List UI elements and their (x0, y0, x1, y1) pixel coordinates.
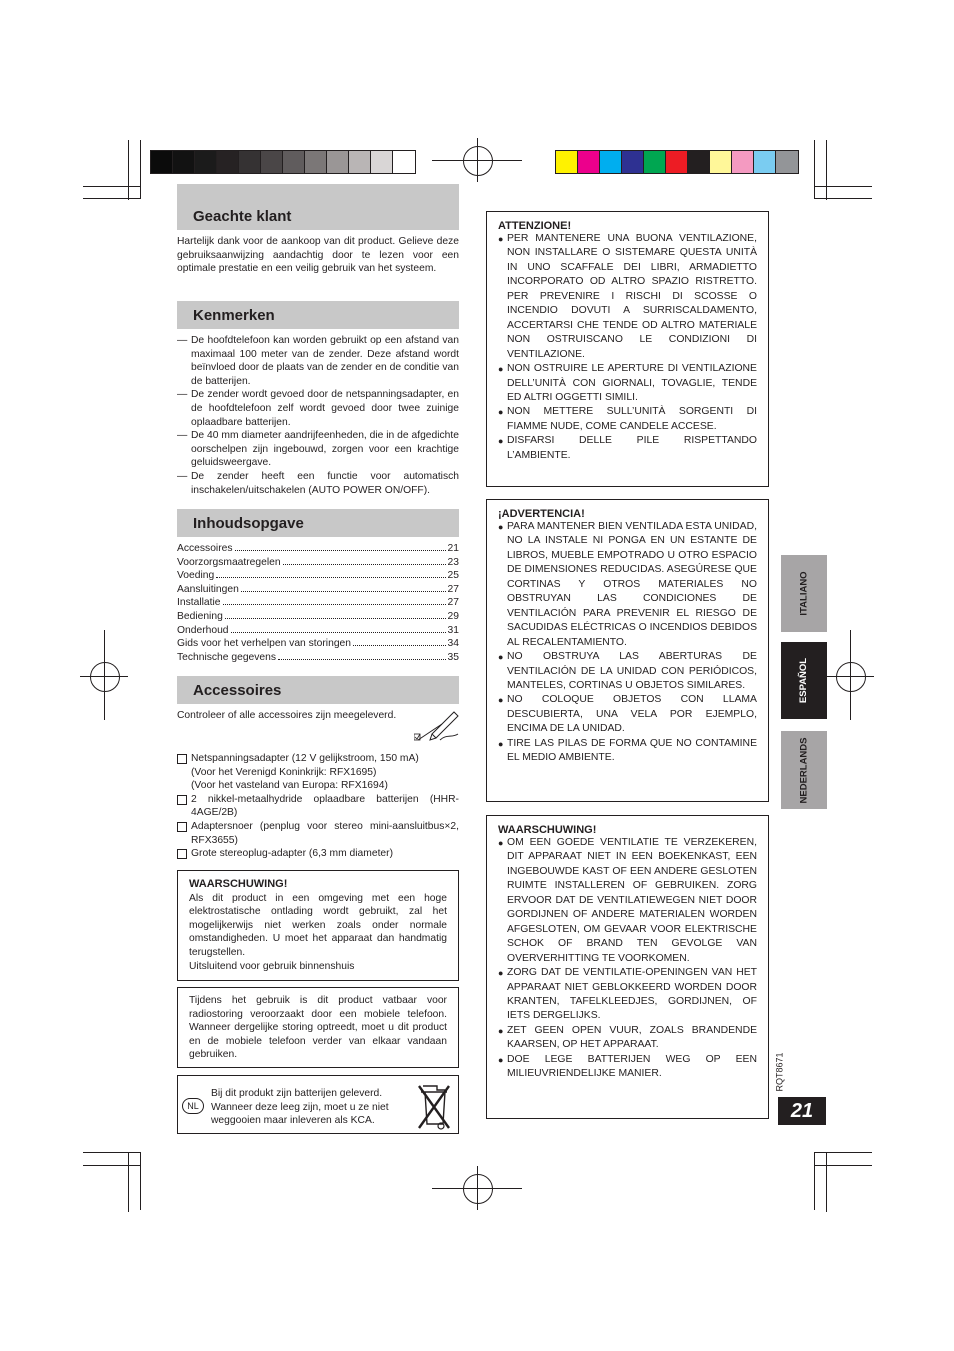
gray-swatch (327, 151, 349, 173)
toc-page: 27 (447, 583, 459, 595)
bullet-icon: ● (498, 695, 504, 706)
bullet-icon: ● (498, 1025, 504, 1036)
accessory-text: Adaptersnoer (penplug voor stereo mini-aansluitbus×2, RFX3655) (191, 820, 459, 846)
color-swatch (644, 151, 666, 173)
gray-swatch (173, 151, 195, 173)
gray-swatch (217, 151, 239, 173)
accessory-item (177, 847, 459, 861)
language-tab-label: ITALIANO (798, 571, 810, 616)
gray-swatch (305, 151, 327, 173)
warning-item: ● NO COLOQUE OBJETOS CON LLAMA DESCUBIERTA, UNA VELA POR EJEMPLO, ENCIMA DE LA UNIDAD. (498, 694, 757, 735)
gray-swatch (371, 151, 393, 173)
warning-title-dutch: WAARSCHUWING! (498, 824, 597, 836)
warning-item: ● OM EEN GOEDE VENTILATIE TE VERZEKEREN, DIT APPARAAT NIET IN EEN BOEKENKAST, EEN INGEBOUWDE KAST OF EEN ANDERE GESLOTEN RUIMTE INSTALLEREN OF GEBRUIKEN. ZORG ERVOOR DAT DE VENTILATIEWEGEN NIET DOOR GORDIJNEN OF ANDERE MATERIALEN WORDEN AFGESLOTEN, OM GEVAAR VOOR ELEKTRISCHE SCHOK OF BRAND TEN GEVOLGE VAN OVERVERHITTING TE VOORKOMEN. (498, 837, 757, 964)
toc-leader (225, 618, 446, 619)
toc-leader (241, 591, 446, 592)
gray-swatch (393, 151, 415, 173)
toc-leader (353, 645, 446, 646)
bullet-icon: ● (498, 968, 504, 979)
warning-item: ● NON METTERE SULL’UNITÀ SORGENTI DI FIAMME NUDE, COME CANDELE ACCESE. (498, 406, 757, 432)
feature-item: — De zender wordt gevoed door de netspanningsadapter, en de hoofdtelefoon zelf wordt gevoed door twee zuinige oplaadbare batterijen. (177, 389, 459, 428)
accessory-item (177, 752, 459, 793)
language-tab-espanol[interactable] (781, 642, 827, 719)
toc-leader (223, 604, 446, 605)
section-title-greeting: Geachte klant (193, 208, 292, 225)
accessory-text: Grote stereoplug-adapter (6,3 mm diameter) (191, 848, 394, 860)
greeting-body: Hartelijk dank voor de aankoop van dit product. Gelieve deze gebruiksaanwijzing aandachtig door te lezen voor een optimale prestatie en een veilig gebruik van het systeem. (177, 236, 459, 275)
pen-checklist-icon (414, 704, 462, 744)
language-tab-nederlands[interactable] (781, 731, 827, 809)
section-header-contents (177, 509, 459, 537)
color-swatch (600, 151, 622, 173)
bullet-icon: ● (498, 522, 504, 532)
toc-page: 35 (447, 651, 459, 663)
toc-row[interactable] (177, 542, 459, 556)
bullet-icon: ● (498, 738, 504, 749)
accessory-checkbox[interactable] (177, 849, 187, 859)
section-header-greeting (177, 184, 459, 230)
toc-page: 23 (447, 556, 459, 568)
color-swatch (688, 151, 710, 173)
toc-leader (283, 564, 446, 565)
warning-list-italian (498, 232, 757, 463)
warning-item: ● TIRE LAS PILAS DE FORMA QUE NO CONTAMINE EL MEDIO AMBIENTE. (498, 737, 757, 764)
toc-label: Onderhoud (177, 624, 229, 636)
accessory-item (177, 793, 459, 820)
language-tab-label: ESPAÑOL (798, 657, 810, 704)
bullet-icon: ● (498, 364, 504, 375)
toc-label: Voorzorgsmaatregelen (177, 556, 281, 568)
section-title-features: Kenmerken (193, 307, 275, 324)
accessory-subtext: (Voor het Verenigd Koninkrijk: RFX1695) (191, 766, 377, 778)
warning-item: ● NO OBSTRUYA LAS ABERTURAS DE VENTILACIÓN DE LA UNIDAD CON PERIÓDICOS, MANTELES, CORTINAS U OBJETOS SIMILARES. (498, 651, 757, 691)
color-swatch (710, 151, 732, 173)
warning-item: ● DOE LEGE BATTERIJEN WEG OP EEN MILIEUVRIENDELIJKE MANIER. (498, 1053, 757, 1080)
phone-notice-body: Tijdens het gebruik is dit product vatbaar voor radiostoring veroorzaakt door een mobiele telefoon. Wanneer dergelijke storing optreedt, moet u dit product en de mobiele telefoon verder van elkaar vandaan gebruiken. (189, 995, 447, 1061)
color-swatch (666, 151, 688, 173)
toc-row[interactable] (177, 610, 459, 624)
toc-row[interactable] (177, 637, 459, 651)
section-title-contents: Inhoudsopgave (193, 515, 304, 532)
accessory-checkbox[interactable] (177, 822, 187, 832)
crossed-bin-icon (415, 1080, 453, 1132)
toc-page: 29 (447, 610, 459, 622)
warning-item: ● DISFARSI DELLE PILE RISPETTANDO L’AMBIENTE. (498, 435, 757, 461)
toc-page: 34 (447, 638, 459, 650)
color-swatch (622, 151, 644, 173)
color-swatch (732, 151, 754, 173)
color-swatch (754, 151, 776, 173)
greeting-text (177, 235, 459, 276)
model-code: RQT8671 (775, 1052, 785, 1092)
toc-label: Gids voor het verhelpen van storingen (177, 638, 352, 650)
gray-swatch (151, 151, 173, 173)
toc-label: Technische gegevens (177, 651, 277, 663)
accessories-intro: Controleer of alle accessoires zijn meegeleverd. (177, 710, 397, 721)
warning-list-dutch (498, 836, 757, 1082)
toc-page: 25 (447, 570, 459, 582)
section-header-accessories (177, 676, 459, 704)
warning-item: ● NON OSTRUIRE LE APERTURE DI VENTILAZIONE DELL’UNITÀ CON GIORNALI, TOVAGLIE, TENDE ED ALTRI OGGETTI SIMILI. (498, 363, 757, 403)
gray-swatch (283, 151, 305, 173)
features-list (177, 334, 459, 497)
warning-body: Als dit product in een omgeving met een hoge elektrostatische ontlading wordt gebruikt, zal het mogelijkerwijs niet werken zoals onder normale omstandigheden. U moet het apparaat dan handmatig terugstellen. (189, 892, 447, 958)
toc-row[interactable] (177, 569, 459, 583)
gray-swatch (195, 151, 217, 173)
feature-item: — De 40 mm diameter aandrijfeenheden, die in de afgedichte oorschelpen zijn ingebouwd, zorgen voor een krachtige geluidsweergave. (177, 430, 459, 469)
accessories-list (177, 752, 459, 861)
features-list-wrap (177, 334, 459, 497)
warning-box-dutch (486, 815, 769, 1119)
accessory-item (177, 820, 459, 847)
warning-title: WAARSCHUWING! (189, 878, 288, 890)
toc-page: 21 (447, 543, 459, 554)
toc-leader (278, 659, 445, 660)
toc-row[interactable] (177, 624, 459, 638)
page-number: 21 (778, 1097, 826, 1125)
toc-row[interactable] (177, 556, 459, 570)
color-swatch (578, 151, 600, 173)
toc-leader (216, 577, 445, 578)
section-title-accessories: Accessoires (193, 682, 282, 699)
bullet-icon: ● (498, 652, 504, 663)
table-of-contents (177, 542, 459, 664)
accessory-checkbox[interactable] (177, 795, 187, 805)
warning-title-italian: ATTENZIONE! (498, 220, 572, 232)
accessory-text: Netspanningsadapter (12 V gelijkstroom, 150 mA) (191, 753, 419, 764)
bullet-icon: ● (498, 407, 504, 418)
accessories-intro-wrap (177, 709, 413, 723)
toc-label: Installatie (177, 597, 221, 609)
bullet-icon: ● (498, 1054, 504, 1065)
warning-box-static (177, 870, 459, 981)
accessory-subtext: (Voor het vasteland van Europa: RFX1694) (191, 780, 388, 792)
color-swatch (776, 151, 798, 173)
language-tab-label: NEDERLANDS (798, 737, 810, 803)
toc-label: Voeding (177, 570, 215, 582)
warning-item: ● ZET GEEN OPEN VUUR, ZOALS BRANDENDE KAARSEN, OP HET APPARAAT. (498, 1024, 757, 1051)
toc-row[interactable] (177, 651, 459, 665)
toc-row[interactable] (177, 583, 459, 597)
gray-swatch (261, 151, 283, 173)
gray-swatch (349, 151, 371, 173)
toc-page: 27 (447, 597, 459, 609)
feature-item: — De hoofdtelefoon kan worden gebruikt op een afstand van maximaal 100 meter van de zender. Deze afstand wordt beïnvloed door de plaats van de zender en de conditie van de batterijen. (177, 335, 459, 387)
toc-leader (235, 550, 446, 551)
bullet-icon: ● (498, 436, 504, 447)
gray-swatch (239, 151, 261, 173)
bullet-icon: ● (498, 838, 504, 848)
toc-label: Aansluitingen (177, 583, 239, 595)
warning-box-italian (486, 211, 769, 487)
accessory-text: 2 nikkel-metaalhydride oplaadbare batterijen (HHR-4AGE/2B) (191, 793, 459, 819)
warning-box-spanish (486, 499, 769, 802)
warning-item: ● ZORG DAT DE VENTILATIE-OPENINGEN VAN HET APPARAAT NIET GEBLOKKEERD WORDEN DOOR KRANTEN, TAFELKLEEDJES, GORDIJNEN, OF IETS DERGELIJKS. (498, 967, 757, 1022)
toc-label: Accessoires (177, 543, 233, 554)
battery-notice-body: Bij dit produkt zijn batterijen geleverd. Wanneer deze leeg zijn, moet u ze niet weggooien maar inleveren als KCA. (211, 1088, 389, 1127)
toc-page: 31 (447, 624, 459, 636)
feature-item: — De zender heeft een functie voor automatisch inschakelen/uitschakelen (AUTO POWER ON/OFF). (177, 470, 459, 496)
language-tab-italiano[interactable] (781, 555, 827, 632)
warning-item: ● PARA MANTENER BIEN VENTILADA ESTA UNIDAD, NO LA INSTALE NI PONGA EN UN ESTANTE DE LIBROS, MUEBLE EMPOTRADO U OTRO ESPACIO DE DIMENSIONES REDUCIDAS. ASEGÚRESE QUE CORTINAS Y OTROS MATERIALES NO OBSTRUYAN LAS CONDICIONES DE VENTILACIÓN PARA PREVENIR EL RIESGO DE SACUDIDAS ELÉCTRICAS O INCENDIOS DEBIDOS AL RECALENTAMIENTO. (498, 521, 757, 648)
color-swatch (556, 151, 578, 173)
nl-badge: NL (182, 1098, 204, 1114)
toc-leader (231, 632, 446, 633)
grayscale-calibration-bar (150, 150, 416, 174)
toc-label: Bediening (177, 610, 223, 622)
color-calibration-bar (555, 150, 799, 174)
warning-footer: Uitsluitend voor gebruik binnenshuis (189, 960, 355, 972)
phone-interference-notice (177, 987, 459, 1068)
section-header-features (177, 301, 459, 329)
toc-row[interactable] (177, 596, 459, 610)
battery-disposal-notice (177, 1075, 459, 1134)
model-code-wrap (765, 1052, 795, 1092)
bullet-icon: ● (498, 234, 504, 244)
warning-item: ● PER MANTENERE UNA BUONA VENTILAZIONE, NON INSTALLARE O SISTEMARE QUESTA UNITÀ IN UNO SCAFFALE DEI LIBRI, ARMADIETTO INCORPORATO OD ALTRO SPAZIO RISTRETTO. PER PREVENIRE I RISCHI DI SCOSSE O INCENDIO DOVUTI A SURRISCALDAMENTO, ACCERTARSI CHE TENDE OD ALTRO MATERIALE NON OSTRUISCANO LE CONDIZIONI DI VENTILAZIONE. (498, 233, 757, 360)
warning-title-spanish: ¡ADVERTENCIA! (498, 508, 585, 520)
accessory-checkbox[interactable] (177, 754, 187, 764)
warning-list-spanish (498, 520, 757, 766)
